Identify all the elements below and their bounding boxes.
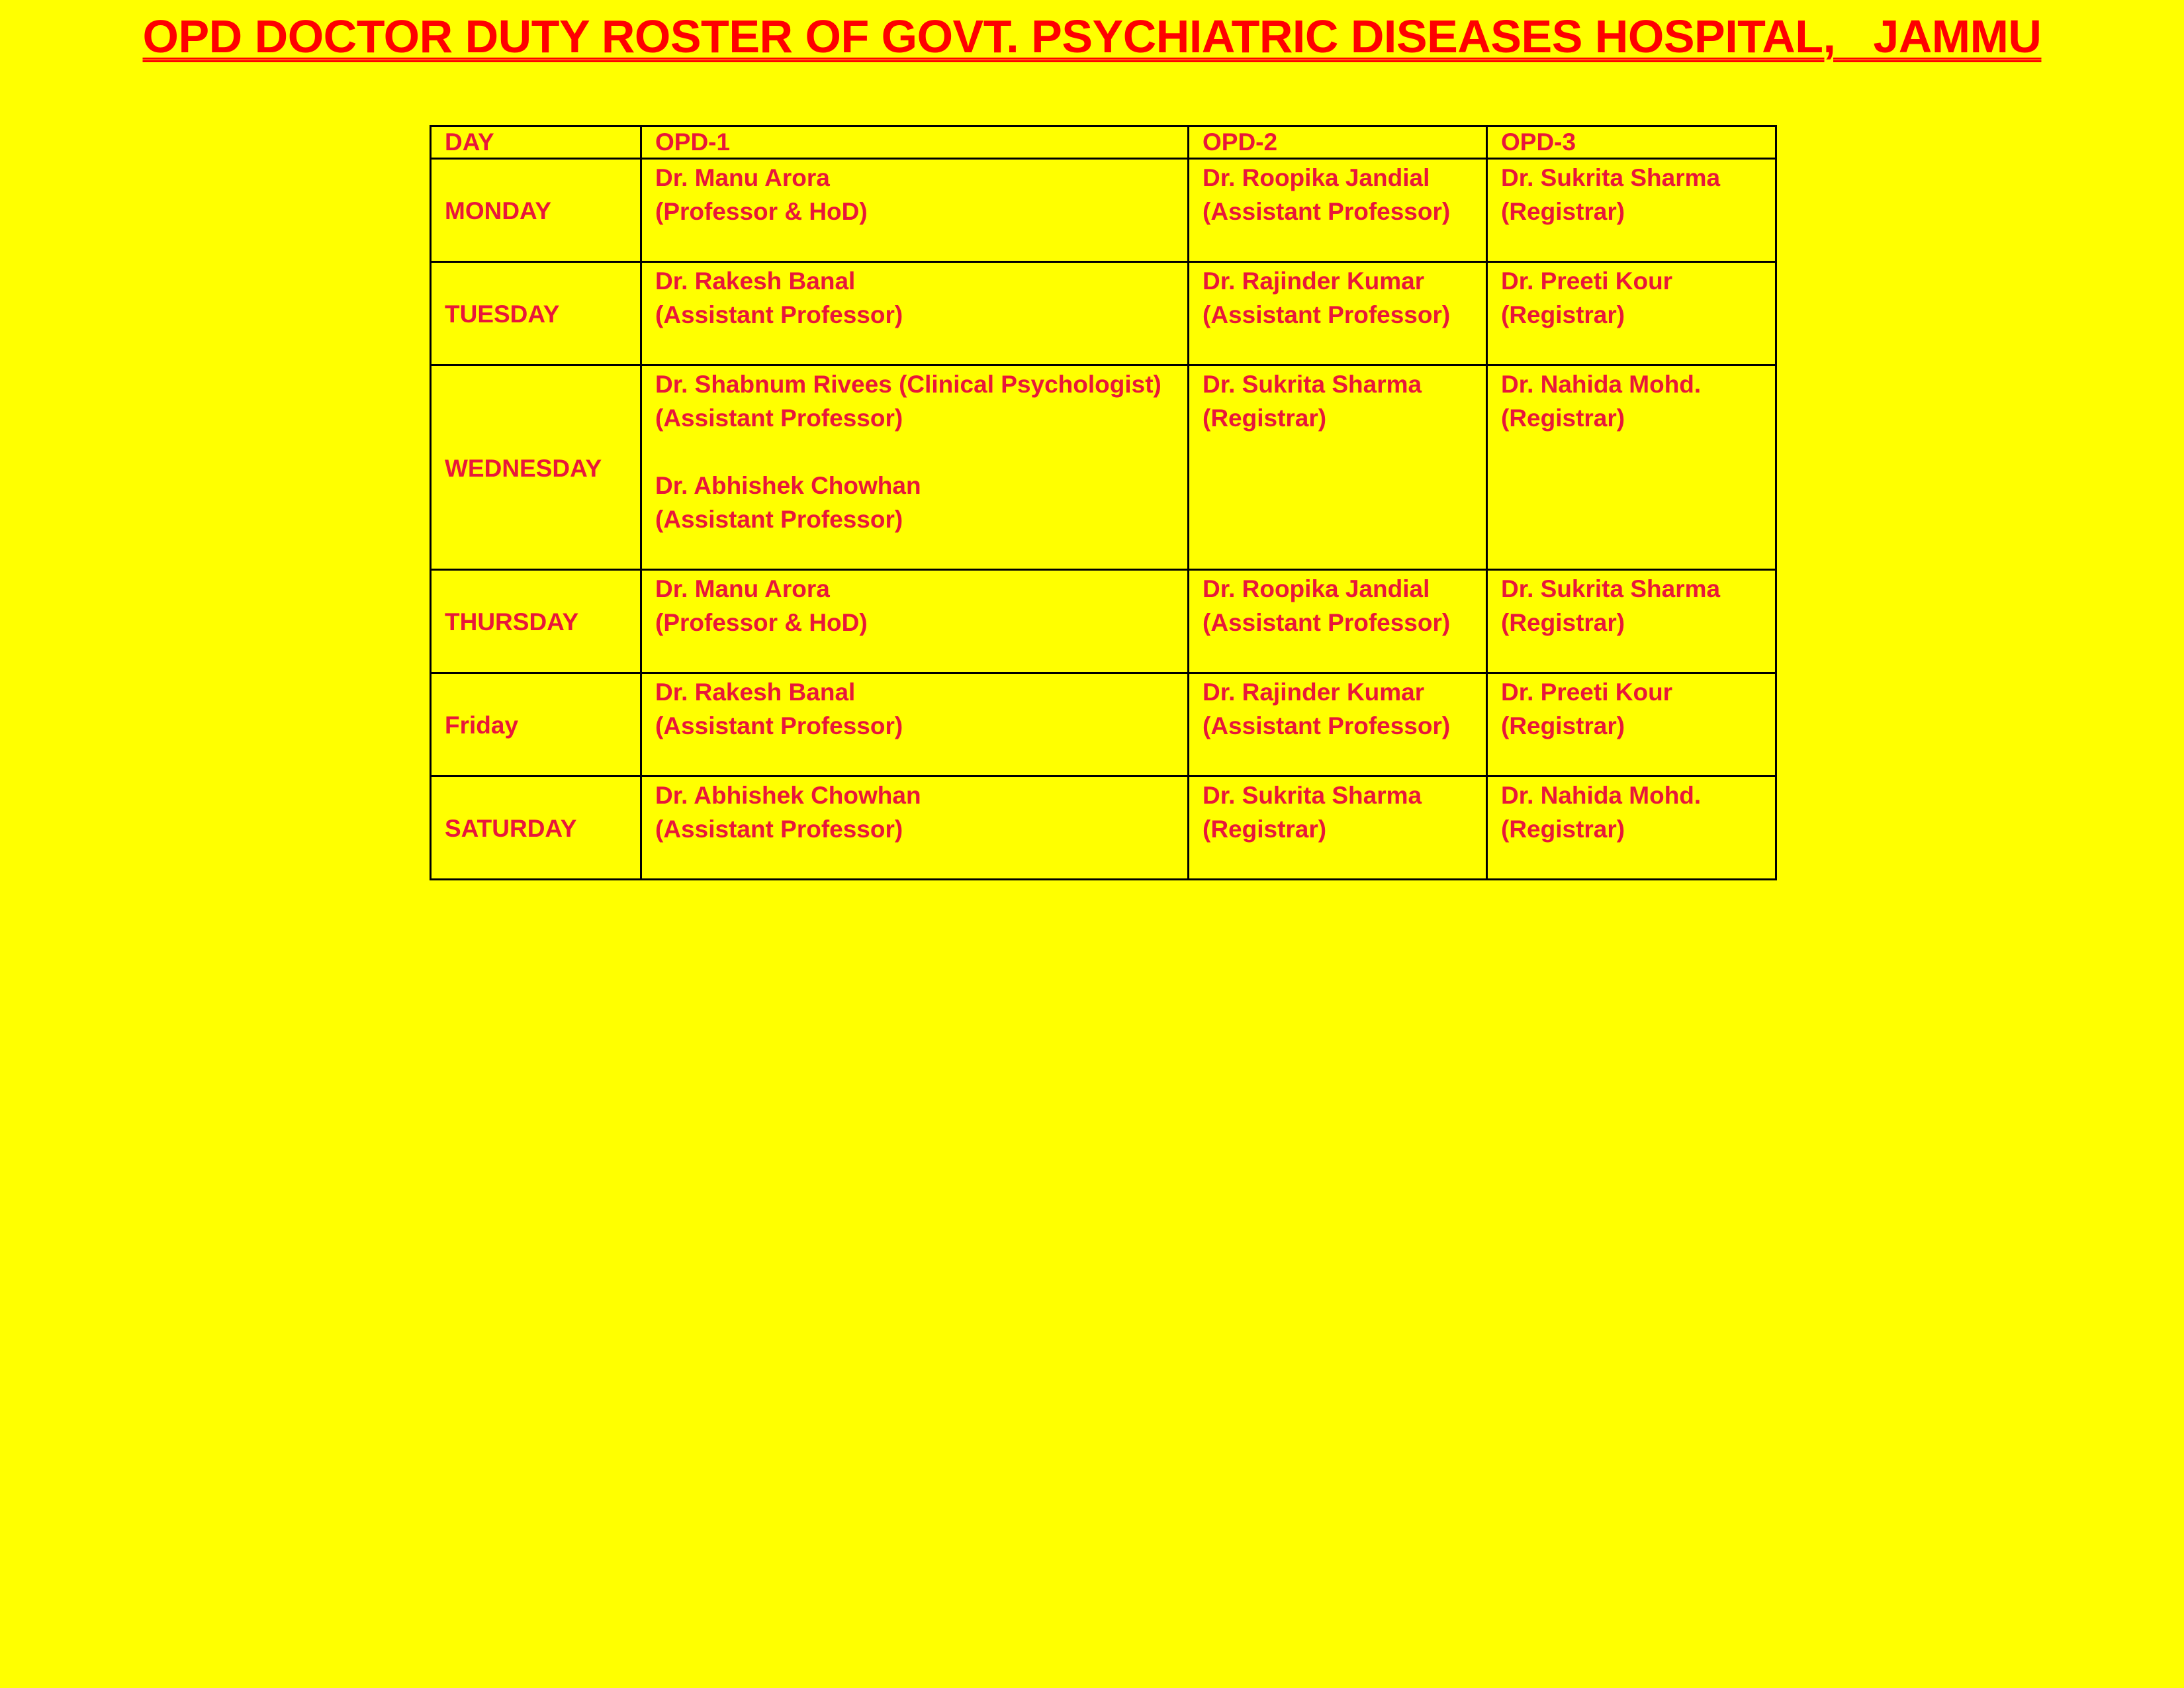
table-row — [431, 776, 1776, 880]
day-cell: THURSDAY — [431, 570, 641, 673]
doctor-role: (Registrar) — [1501, 712, 1625, 739]
doctor-name: Dr. Rajinder Kumar — [1203, 679, 1425, 706]
header-opd-1: OPD-1 — [641, 126, 1189, 159]
doctor-role: (Assistant Professor) — [1203, 609, 1451, 636]
table-row — [431, 365, 1776, 570]
table-row — [431, 570, 1776, 673]
header-opd-3: OPD-3 — [1487, 126, 1776, 159]
doctor-name: Dr. Sukrita Sharma — [1501, 575, 1721, 602]
doctor-role: (Registrar) — [1501, 609, 1625, 636]
doctor-role: (Assistant Professor) — [655, 301, 903, 328]
doctor-role: (Registrar) — [1501, 816, 1625, 843]
doctor-name: Dr. Shabnum Rivees (Clinical Psychologist) — [655, 371, 1161, 398]
doctor-name: Dr. Abhishek Chowhan — [655, 782, 921, 809]
table-row — [431, 159, 1776, 262]
opd-3-cell — [1487, 673, 1776, 776]
page-title: OPD DOCTOR DUTY ROSTER OF GOVT. PSYCHIATRIC DISEASES HOSPITAL, JAMMU — [142, 11, 2042, 62]
opd-1-cell — [641, 673, 1189, 776]
doctor-role: (Assistant Professor) — [655, 816, 903, 843]
cell-spacer — [655, 435, 1174, 469]
doctor-role: (Assistant Professor) — [655, 712, 903, 739]
doctor-name: Dr. Nahida Mohd. — [1501, 782, 1702, 809]
opd-1-cell — [641, 262, 1189, 365]
table-row — [431, 673, 1776, 776]
table-row — [431, 262, 1776, 365]
opd-2-cell — [1189, 673, 1487, 776]
doctor-name: Dr. Sukrita Sharma — [1501, 164, 1721, 191]
doctor-role: (Professor & HoD) — [655, 198, 868, 225]
opd-1-cell — [641, 570, 1189, 673]
opd-2-cell — [1189, 365, 1487, 570]
opd-3-cell — [1487, 776, 1776, 880]
doctor-role: (Professor & HoD) — [655, 609, 868, 636]
doctor-name: Dr. Preeti Kour — [1501, 679, 1673, 706]
duty-roster-table — [430, 125, 1777, 880]
opd-2-cell — [1189, 159, 1487, 262]
doctor-name: Dr. Roopika Jandial — [1203, 575, 1430, 602]
header-day: DAY — [431, 126, 641, 159]
opd-2-cell — [1189, 776, 1487, 880]
doctor-name: Dr. Sukrita Sharma — [1203, 371, 1422, 398]
day-cell: TUESDAY — [431, 262, 641, 365]
opd-1-cell — [641, 365, 1189, 570]
day-cell: Friday — [431, 673, 641, 776]
doctor-role: (Registrar) — [1501, 198, 1625, 225]
opd-1-cell — [641, 776, 1189, 880]
header-opd-2: OPD-2 — [1189, 126, 1487, 159]
day-cell: WEDNESDAY — [431, 365, 641, 570]
doctor-name: Dr. Sukrita Sharma — [1203, 782, 1422, 809]
opd-2-cell — [1189, 262, 1487, 365]
doctor-role: (Assistant Professor) — [655, 506, 903, 533]
doctor-role: (Registrar) — [1501, 301, 1625, 328]
doctor-name: Dr. Rajinder Kumar — [1203, 267, 1425, 295]
doctor-role: (Assistant Professor) — [655, 404, 903, 432]
doctor-role: (Assistant Professor) — [1203, 301, 1451, 328]
doctor-name: Dr. Abhishek Chowhan — [655, 472, 921, 499]
day-cell: MONDAY — [431, 159, 641, 262]
opd-3-cell — [1487, 262, 1776, 365]
doctor-name: Dr. Nahida Mohd. — [1501, 371, 1702, 398]
table-header-row — [431, 126, 1776, 159]
opd-3-cell — [1487, 570, 1776, 673]
opd-1-cell — [641, 159, 1189, 262]
doctor-name: Dr. Roopika Jandial — [1203, 164, 1430, 191]
day-cell: SATURDAY — [431, 776, 641, 880]
doctor-name: Dr. Manu Arora — [655, 164, 830, 191]
opd-3-cell — [1487, 159, 1776, 262]
doctor-role: (Registrar) — [1501, 404, 1625, 432]
doctor-name: Dr. Rakesh Banal — [655, 679, 856, 706]
doctor-role: (Registrar) — [1203, 816, 1327, 843]
doctor-role: (Assistant Professor) — [1203, 198, 1451, 225]
doctor-name: Dr. Manu Arora — [655, 575, 830, 602]
doctor-name: Dr. Preeti Kour — [1501, 267, 1673, 295]
doctor-name: Dr. Rakesh Banal — [655, 267, 856, 295]
opd-3-cell — [1487, 365, 1776, 570]
doctor-role: (Assistant Professor) — [1203, 712, 1451, 739]
doctor-role: (Registrar) — [1203, 404, 1327, 432]
opd-2-cell — [1189, 570, 1487, 673]
